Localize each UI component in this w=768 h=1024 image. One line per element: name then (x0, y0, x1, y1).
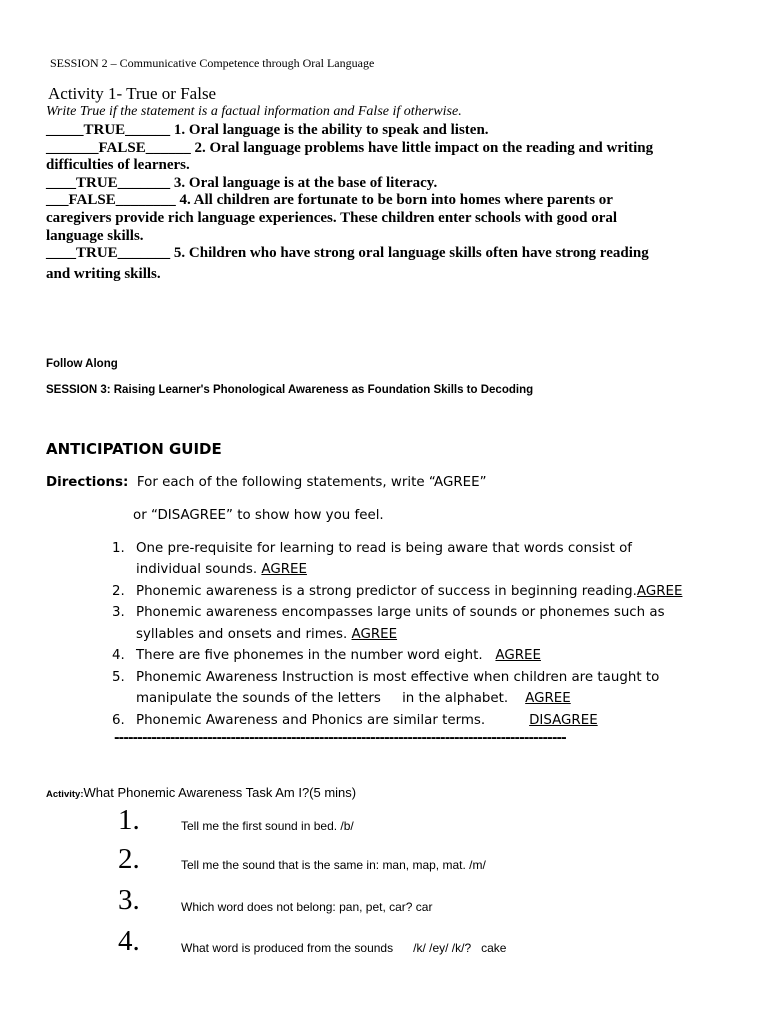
agree-item-3: 3. Phonemic awareness encompasses large units of sounds or phonemes such as (112, 605, 665, 620)
tf-line: ____TRUE_______ 5. Children who have strong oral language skills often have strong reading (46, 245, 649, 261)
agree-item-5-cont: manipulate the sounds of the letters in the alphabet. AGREE (136, 691, 571, 706)
activity2-heading (46, 784, 356, 802)
agree-item-3-cont: syllables and onsets and rimes. AGREE (136, 627, 398, 642)
follow-along-heading: Follow Along (46, 358, 118, 370)
directions-text: For each of the following statements, write “AGREE” (136, 475, 487, 490)
task-number: 4. (118, 925, 140, 957)
answer: AGREE (636, 584, 683, 599)
answer: AGREE (495, 648, 541, 663)
tf-line: _____TRUE______ 1. Oral language is the ability to speak and listen. (46, 122, 489, 138)
tf-line: difficulties of learners. (46, 157, 190, 173)
agree-item-5: 5. Phonemic Awareness Instruction is most effective when children are taught to (112, 670, 660, 685)
task-text: Tell me the first sound in bed. /b/ (181, 819, 354, 833)
agree-item-1: 1. One pre-requisite for learning to read is being aware that words consist of (112, 541, 633, 556)
activity2-label: Activity: (46, 789, 84, 800)
answer: AGREE (351, 627, 398, 642)
anticipation-guide-title: ANTICIPATION GUIDE (46, 440, 222, 458)
session2-header: SESSION 2 – Communicative Competence through Oral Language (50, 56, 375, 70)
session3-heading: SESSION 3: Raising Learner's Phonological Awareness as Foundation Skills to Decoding (46, 384, 534, 396)
task-text: Tell me the sound that is the same in: man, map, mat. /m/ (181, 858, 486, 872)
task-number: 2. (118, 843, 140, 875)
answer: AGREE (525, 691, 571, 706)
task-text: Which word does not belong: pan, pet, car? car (181, 900, 433, 914)
task-text: What word is produced from the sounds /k/ /ey/ /k/? cake (181, 941, 507, 955)
agree-item-6: 6. Phonemic Awareness and Phonics are similar terms. DISAGREE (112, 713, 598, 728)
agree-item-1-cont: individual sounds. AGREE (136, 562, 307, 577)
activity2-title: What Phonemic Awareness Task Am I?(5 mins) (83, 785, 357, 800)
directions-text-cont: or “DISAGREE” to show how you feel. (133, 508, 384, 523)
answer: DISAGREE (529, 713, 598, 728)
task-number: 1. (118, 804, 140, 836)
tf-line: and writing skills. (46, 266, 161, 282)
tf-line: ____TRUE_______ 3. Oral language is at the base of literacy. (46, 175, 438, 191)
tf-line: ___FALSE________ 4. All children are fortunate to be born into homes where parents or (46, 192, 613, 208)
directions-label: Directions: (46, 475, 129, 490)
tf-line: language skills. (46, 228, 144, 244)
activity1-title: Activity 1- True or False (48, 84, 217, 103)
directions (46, 475, 487, 490)
answer: AGREE (261, 562, 307, 577)
divider: ------------------------------------------------------------------------------------------------- (114, 731, 566, 746)
agree-item-4: 4. There are five phonemes in the number word eight. AGREE (112, 648, 541, 663)
tf-line: _______FALSE______ 2. Oral language problems have little impact on the reading and writing (46, 140, 654, 156)
activity1-instruction: Write True if the statement is a factual information and False if otherwise. (46, 104, 462, 119)
tf-line: caregivers provide rich language experiences. These children enter schools with good oral (46, 210, 618, 226)
task-number: 3. (118, 884, 140, 916)
agree-item-2: 2. Phonemic awareness is a strong predictor of success in beginning reading.AGREE (112, 584, 683, 599)
